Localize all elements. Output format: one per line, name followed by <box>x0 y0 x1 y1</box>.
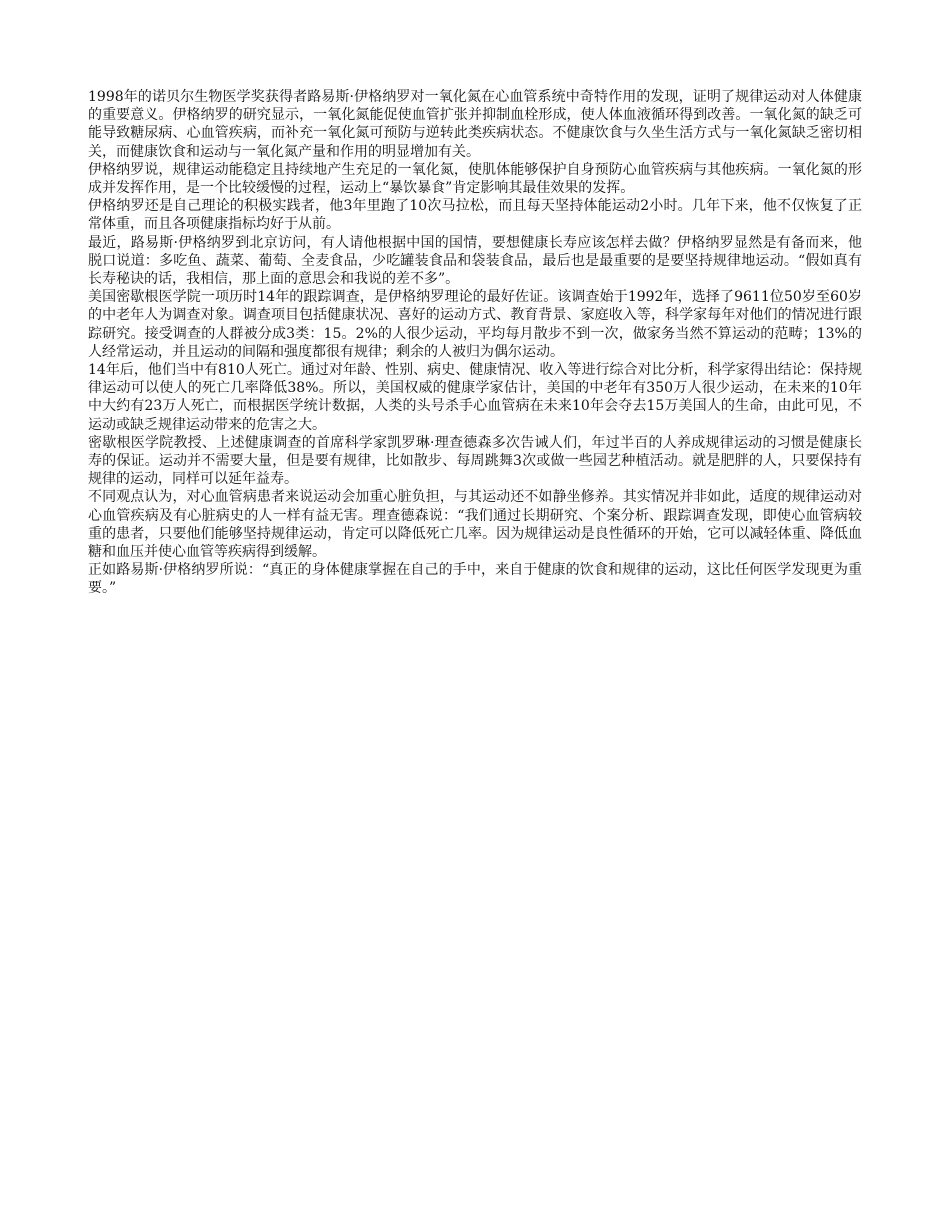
paragraph-9: 正如路易斯·伊格纳罗所说：“真正的身体健康掌握在自己的手中，来自于健康的饮食和规律的运动，这比任何医学发现更为重要。” <box>88 562 862 597</box>
paragraph-8: 不同观点认为，对心血管病患者来说运动会加重心脏负担，与其运动还不如静坐修养。其实情况并非如此，适度的规律运动对心血管疾病及有心脏病史的人一样有益无害。理查德森说：“我们通过长期研究、个案分析、跟踪调查发现，即使心血管病较重的患者，只要他们能够坚持规律运动，肯定可以降低死亡几率。因为规律运动是良性循环的开始，它可以减轻体重、降低血糖和血压并使心血管等疾病得到缓解。 <box>88 489 862 561</box>
paragraph-1: 1998年的诺贝尔生物医学奖获得者路易斯·伊格纳罗对一氧化氮在心血管系统中奇特作用的发现，证明了规律运动对人体健康的重要意义。伊格纳罗的研究显示，一氧化氮能促使血管扩张并抑制血栓形成，使人体血液循环得到改善。一氧化氮的缺乏可能导致糖尿病、心血管疾病，而补充一氧化氮可预防与逆转此类疾病状态。不健康饮食与久坐生活方式与一氧化氮缺乏密切相关，而健康饮食和运动与一氧化氮产量和作用的明显增加有关。 <box>88 89 862 160</box>
paragraph-5: 美国密歇根医学院一项历时14年的跟踪调查，是伊格纳罗理论的最好佐证。该调查始于1992年，选择了9611位50岁至60岁的中老年人为调查对象。调查项目包括健康状况、喜好的运动方式、教育背景、家庭收入等，科学家每年对他们的情况进行跟踪研究。接受调查的人群被分成3类：15。2%的人很少运动，平均每月散步不到一次，做家务当然不算运动的范畴；13%的人经常运动，并且运动的间隔和强度都很有规律；剩余的人被归为偶尔运动。 <box>88 289 862 360</box>
paragraph-3: 伊格纳罗还是自己理论的积极实践者，他3年里跑了10次马拉松，而且每天坚持体能运动2小时。几年下来，他不仅恢复了正常体重，而且各项健康指标均好于从前。 <box>88 198 862 233</box>
paragraph-2: 伊格纳罗说，规律运动能稳定且持续地产生充足的一氧化氮，使肌体能够保护自身预防心血管疾病与其他疾病。一氧化氮的形成并发挥作用，是一个比较缓慢的过程，运动上“暴饮暴食”肯定影响其最佳效果的发挥。 <box>88 161 862 197</box>
document-body <box>88 88 862 598</box>
paragraph-4: 最近，路易斯·伊格纳罗到北京访问，有人请他根据中国的国情，要想健康长寿应该怎样去做？伊格纳罗显然是有备而来，他脱口说道：多吃鱼、蔬菜、葡萄、全麦食品，少吃罐装食品和袋装食品，最后也是最重要的是要坚持规律地运动。“假如真有长寿秘诀的话，我相信，那上面的意思会和我说的差不多”。 <box>88 234 862 288</box>
paragraph-6: 14年后，他们当中有810人死亡。通过对年龄、性别、病史、健康情况、收入等进行综合对比分析，科学家得出结论：保持规律运动可以使人的死亡几率降低38%。所以，美国权威的健康学家估计，美国的中老年有350万人很少运动，在未来的10年中大约有23万人死亡，而根据医学统计数据，人类的头号杀手心血管病在未来10年会夺去15万美国人的生命，由此可见，不运动或缺乏规律运动带来的危害之大。 <box>88 362 862 433</box>
paragraph-7: 密歇根医学院教授、上述健康调查的首席科学家凯罗琳·理查德森多次告诫人们，年过半百的人养成规律运动的习惯是健康长寿的保证。运动并不需要大量，但是要有规律，比如散步、每周跳舞3次或做一些园艺种植活动。就是肥胖的人，只要保持有规律的运动，同样可以延年益寿。 <box>88 434 862 488</box>
